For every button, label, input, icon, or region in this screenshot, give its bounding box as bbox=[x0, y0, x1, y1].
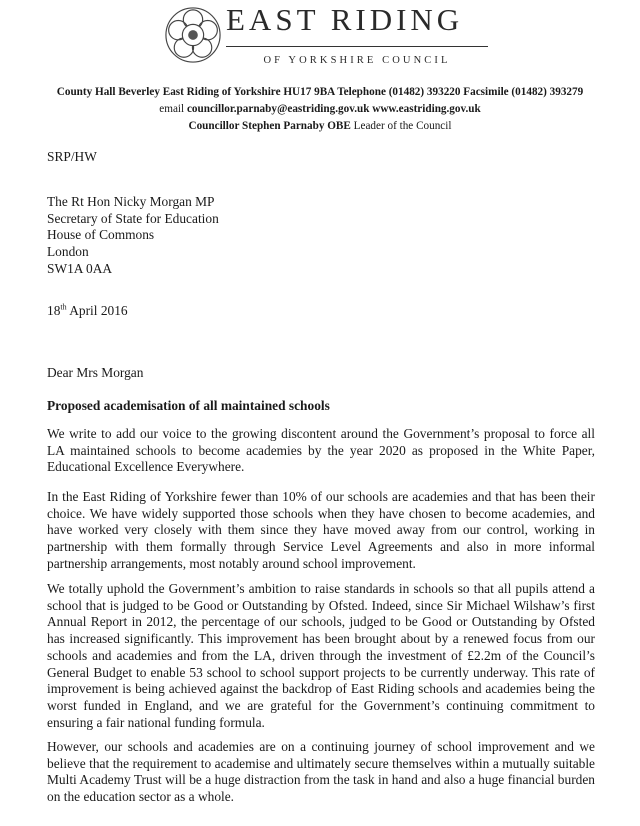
body-paragraph: However, our schools and academies are on a continuing journey of school improvement and we believe that the requirement to academise and ultimately secure themselves within a mutually suitable Multi Academy Trust will be a huge distraction from the task in hand and also a huge financial burden on the education sector as a whole. bbox=[47, 739, 595, 805]
address-line: The Rt Hon Nicky Morgan MP bbox=[47, 194, 215, 209]
councillor-name: Councillor Stephen Parnaby OBE bbox=[188, 120, 351, 132]
website-link[interactable]: www.eastriding.gov.uk bbox=[372, 103, 481, 115]
address-line: Secretary of State for Education bbox=[47, 210, 219, 226]
contact-address-line: County Hall Beverley East Riding of Yorkshire HU17 9BA Telephone (01482) 393220 Facsimile (01482) 393279 bbox=[56, 86, 584, 98]
date-rest: April 2016 bbox=[66, 303, 128, 318]
letterhead-divider bbox=[226, 46, 488, 47]
body-paragraph: We write to add our voice to the growing discontent around the Government’s proposal to force all LA maintained schools to become academies by the year 2020 as proposed in the White Paper, Educational Excellence Everywhere. bbox=[47, 426, 595, 475]
reference: SRP/HW bbox=[47, 149, 97, 164]
council-name: EAST RIDING bbox=[226, 2, 464, 37]
councillor-role: Leader of the Council bbox=[353, 120, 452, 132]
contact-email-line bbox=[0, 103, 640, 115]
subject-heading: Proposed academisation of all maintained schools bbox=[47, 398, 330, 413]
yorkshire-rose-icon bbox=[164, 6, 222, 64]
body-paragraph: In the East Riding of Yorkshire fewer than 10% of our schools are academies and that has been their choice. We have widely supported those schools when they have chosen to become academies, and have worked very closely with them since they have moved away from our control, working in partnership with them formally through Service Level Agreements and also in more informal partnership arrangements, most notably around school improvement. bbox=[47, 489, 595, 571]
date-day: 18 bbox=[47, 303, 61, 318]
body-paragraph: We totally uphold the Government’s ambition to raise standards in schools so that all pupils attend a school that is judged to be Good or Outstanding by Ofsted. Indeed, since Sir Michael Wilshaw’s first Annual Report in 2012, the percentage of our schools, judged to be Good or Outstanding by Ofsted has increased significantly. This improvement has been brought about by a renewed focus from our schools and academies and from the LA, driven through the investment of £2.2m of the Council’s General Budget to enable 53 school to school support projects to be currently underway. This rate of improvement is being achieved against the backdrop of East Riding schools and academies being the worst funded in England, and we are grateful for the Government’s continuing commitment to ensuring a fair national funding formula. bbox=[47, 581, 595, 730]
email-label: email bbox=[159, 103, 185, 115]
address-line: SW1A 0AA bbox=[47, 260, 113, 276]
address-line: House of Commons bbox=[47, 227, 155, 243]
councillor-line bbox=[0, 120, 640, 132]
salutation: Dear Mrs Morgan bbox=[47, 365, 144, 380]
letter-date bbox=[47, 303, 595, 320]
address-line: London bbox=[47, 244, 89, 260]
recipient-address bbox=[47, 194, 595, 278]
council-subtitle: OF YORKSHIRE COUNCIL bbox=[263, 55, 451, 66]
email-link[interactable]: councillor.parnaby@eastriding.gov.uk bbox=[186, 103, 370, 115]
date-suffix: th bbox=[60, 302, 67, 312]
